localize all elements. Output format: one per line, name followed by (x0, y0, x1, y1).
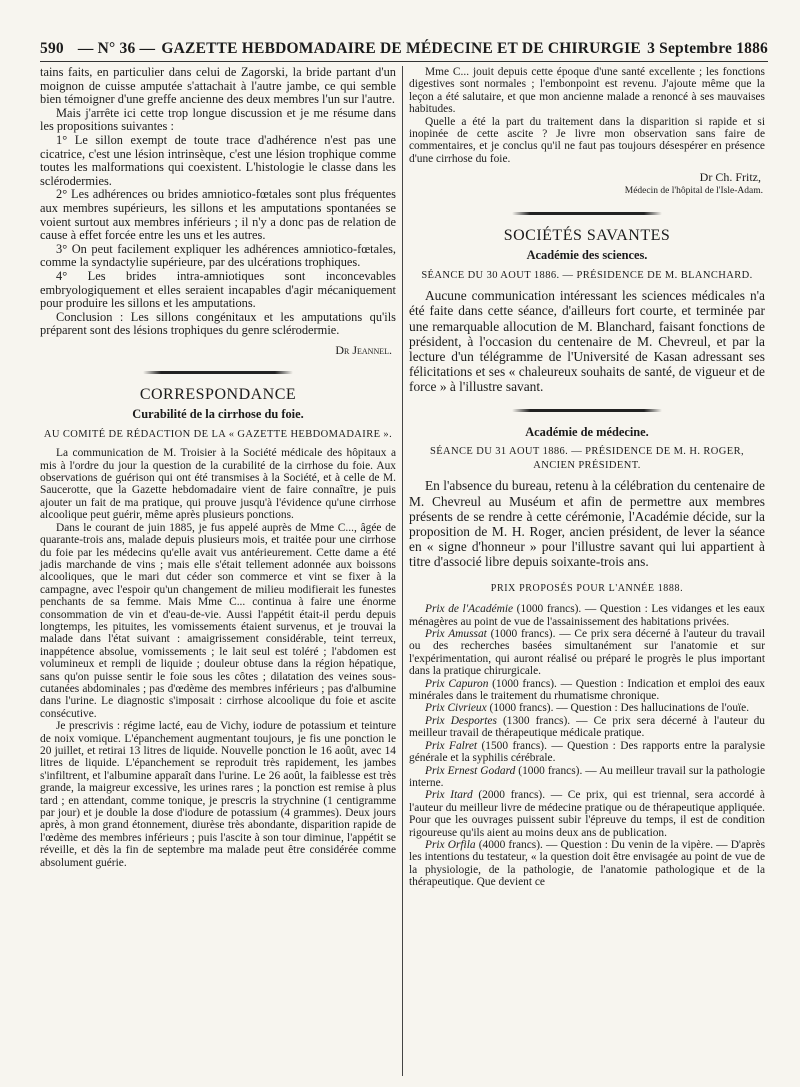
page-number: 590 (40, 40, 64, 57)
paragraph: Dans le courant de juin 1885, je fus appelé auprès de Mme C..., âgée de quarante-trois ans, malade depuis plusieurs mois, et traitée pour une cirrhose du foie par les médecins qu'elle avait vus antérieurement. Cette dame a été jadis marchande de vins ; mais elle s'était tellement adonnée aux boissons alcooliques, que le mari dut céder son commerce et vint se fixer à la campagne, avec l'espoir qu'un changement de milieu modifierait les funestes penchants de sa femme. Mais Mme C... continua à faire une énorme consommation de vin et d'eau-de-vie. Aussi l'appétit était-il perdu depuis longtemps, les pituites, les vomissements étaient survenus, et je trouvai la malade dans l'état suivant : amaigrissement considérable, teint terreux, inappétence absolue, vomissements ; le lait seul est toléré ; l'abdomen est volumineux et rempli de liquide ; douleur obtuse dans la région hépatique, sans qu'on puisse sentir le foie sous les côtes ; dilatation des veines sous-cutanées abdominales ; pas d'œdème des membres inférieurs ; pas d'albumine dans l'urine. Le diagnostic s'imposait : cirrhose alcoolique du foie et ascite consécutive. (40, 521, 396, 720)
prix-text: (1000 francs). — Question : Les vidanges et les eaux ménagères au point de vue de l'assainissement des habitations privées. (409, 603, 765, 628)
seance-line: SÉANCE DU 31 AOUT 1886. — PRÉSIDENCE DE M. H. ROGER, ANCIEN PRÉSIDENT. (429, 446, 745, 471)
section-rule (409, 212, 765, 215)
prix-text: (2000 francs). — Ce prix, qui est triennal, sera accordé à l'auteur du meilleur livre de médecine pratique ou de thérapeutique appliquée. Pour que les ouvrages puissent subir l'épreuve du temps, il est de condition rigoureuse qu'ils aient au moins deux ans de publication. (409, 789, 765, 839)
prix-list (409, 603, 765, 888)
column-divider (402, 66, 403, 1076)
section-rule (409, 409, 765, 412)
prix-name: Prix Capuron (425, 677, 489, 690)
paragraph: 2° Les adhérences ou brides amniotico-fœtales sont plus fréquentes aux membres supérieurs, les sillons et les amputations spontanées se voient surtout aux membres inférieurs ; il n'y a donc pas de relation de cause à effet forcée entre les uns et les autres. (40, 187, 396, 243)
paragraph: 4° Les brides intra-amniotiques sont inconcevables embryologiquement et elles seraient incapables d'agir mécaniquement pour produire les sillons et les amputations. (40, 268, 396, 311)
prix-name: Prix Ernest Godard (425, 764, 516, 777)
paragraph: La communication de M. Troisier à la Société médicale des hôpitaux a mis à l'ordre du jour la question de la curabilité de la cirrhose du foie. Aux observations de guérison qui ont été transmises à la Société, et à celle de M. Saucerotte, que la Gazette hebdomadaire vient de faire connaître, je puis ajouter un fait de ma pratique, qui prouve jusqu'à l'évidence qu'une cirrhose alcoolique peut guérir, même après plusieurs ponctions. (40, 447, 396, 522)
issue-number: — N° 36 — (77, 40, 156, 57)
prix-name: Prix de l'Académie (425, 603, 514, 616)
prix-text: (4000 francs). — Question : Du venin de la vipère. — D'après les intentions du testateur, « la question doit être envisagée au point de vue de la physiologie, de la pathologie, de l'anatomie pathologique et de la thérapeutique. Que devient ce (409, 838, 766, 889)
prix-text: (1300 francs). — Ce prix sera décerné à l'auteur du meilleur travail de thérapeutique médicale pratique. (409, 714, 765, 740)
section-rule (40, 371, 396, 374)
letter-title: Curabilité de la cirrhose du foie. (132, 407, 304, 422)
section-title: CORRESPONDANCE (139, 386, 297, 404)
paragraph: 1° Le sillon exempt de toute trace d'adhérence n'est pas une cicatrice, c'est une lésion intrinsèque, c'est une lésion trophique comme toutes les malformations qui coexistent. L'histologie le classe dans les sclérodermies. (40, 132, 396, 188)
prix-entry (409, 740, 765, 765)
subsection-title: Académie de médecine. (525, 424, 649, 439)
paragraph: Conclusion : Les sillons congénitaux et les amputations qu'ils préparent sont des lésions trophiques du genre sclérodermie. (40, 309, 396, 338)
right-column (409, 66, 765, 889)
paragraph: Quelle a été la part du traitement dans la disparition si rapide et si inopinée de cette ascite ? Je livre mon observation sans faire de commentaires, et je conclus qu'il ne faut pas toujours désespérer en présence d'une cirrhose du foie. (409, 115, 765, 165)
journal-title: GAZETTE HEBDOMADAIRE DE MÉDECINE ET DE CHIRURGIE (161, 40, 641, 57)
seance-line: SÉANCE DU 30 AOUT 1886. — PRÉSIDENCE DE M. BLANCHARD. (421, 269, 753, 281)
prix-name: Prix Civrieux (425, 702, 487, 715)
author-signature: Dr Ch. Fritz, (699, 170, 761, 185)
prix-entry (409, 789, 765, 839)
prix-name: Prix Orfila (425, 838, 476, 851)
prix-name: Prix Itard (425, 789, 473, 802)
prix-text: (1000 francs). — Question : Des hallucinations de l'ouïe. (486, 702, 750, 715)
subsection-title: Académie des sciences. (526, 248, 648, 263)
prix-entry (409, 678, 765, 703)
letter-address: AU COMITÉ DE RÉDACTION DE LA « GAZETTE HEBDOMADAIRE ». (43, 428, 393, 440)
section-title: SOCIÉTÉS SAVANTES (503, 227, 671, 245)
prix-entry (409, 628, 765, 678)
author-signature: Dr Jeannel. (335, 342, 392, 357)
prix-entry (409, 715, 765, 740)
prix-name: Prix Amussat (425, 628, 487, 641)
prix-list-title: PRIX PROPOSÉS POUR L'ANNÉE 1888. (490, 582, 684, 594)
prix-entry (409, 702, 765, 714)
prix-entry (409, 765, 765, 790)
prix-entry (409, 603, 765, 628)
paragraph: Aucune communication intéressant les sciences médicales n'a été faite dans cette séance, d'ailleurs fort courte, et terminée par une remarquable allocution de M. Blanchard, faisant fonctions de président, à l'occasion du centenaire de M. Chevreul, et par la lecture d'un télégramme de l'Université de Kasan adressant ses félicitations et ses « chaleureux souhaits de santé, de vigueur et de force » à l'illustre savant. (409, 288, 765, 395)
prix-name: Prix Falret (425, 739, 478, 752)
prix-text: (1000 francs). — Au meilleur travail sur la pathologie interne. (409, 764, 766, 789)
prix-text: (1000 francs). — Question : Indication et emploi des eaux minérales dans le traitement du rhumatisme chronique. (409, 677, 765, 703)
left-column (40, 66, 396, 869)
paragraph: tains faits, en particulier dans celui de Zagorski, la bride partant d'un moignon de cuisse amputée s'attachait à l'autre jambe, ce qui semble bien témoigner d'une greffe ancienne des deux membres l'un sur l'autre. (40, 65, 396, 107)
prix-entry (409, 839, 765, 889)
paragraph: En l'absence du bureau, retenu à la célébration du centenaire de M. Chevreul au Muséum et afin de permettre aux membres présents de se rendre à cette cérémonie, l'Académie décide, sur la proposition de M. H. Roger, ancien président, de lever la séance en « signe d'honneur » pour l'illustre savant qui lui appartient à titre d'associé libre depuis soixante-trois ans. (409, 478, 765, 570)
paragraph: Mais j'arrête ici cette trop longue discussion et je me résume dans les propositions suivantes : (40, 105, 396, 134)
issue-date: 3 Septembre 1886 (647, 40, 768, 57)
paragraph: 3° On peut facilement expliquer les adhérences amniotico-fœtales, comme la syndactylie supérieure, par des ulcérations trophiques. (40, 241, 396, 270)
author-affiliation: Médecin de l'hôpital de l'Isle-Adam. (624, 185, 763, 196)
paragraph: Mme C... jouit depuis cette époque d'une santé excellente ; les fonctions digestives sont normales ; l'embonpoint est revenu. J'ajoute même que la leçon a été salutaire, et que mon ancienne malade a renoncé à ses mauvaises habitudes. (409, 66, 765, 116)
prix-name: Prix Desportes (425, 714, 497, 727)
prix-text: (1500 francs). — Question : Des rapports entre la paralysie générale et la syphilis cérébrale. (409, 739, 766, 765)
paragraph: Je prescrivis : régime lacté, eau de Vichy, iodure de potassium et teinture de noix vomique. L'épanchement augmentant toujours, je fis une ponction le 20 juillet, et retirai 13 litres de liquide. Nouvelle ponction le 16 août, avec 14 litres de liquide. L'épanchement se reproduit très rapidement, les jambes s'infiltrent, et l'albumine apparaît dans l'urine. Le 26 août, la faiblesse est très grande, la maigreur excessive, les urines rares ; la ponction est remise à plus tard ; en attendant, comme tonique, je prescris la strychnine (1 centigramme par jour) et je double la dose d'iodure de potassium (4 grammes). Deux jours après, à mon grand étonnement, diurèse très abondante, disparition rapide de l'œdème des membres inférieurs ; puis l'ascite à son tour diminue, l'appétit se réveille, et dès la fin de septembre ma malade peut être considérée comme absolument guérie. (40, 720, 396, 869)
page-header (40, 36, 768, 62)
prix-text: (1000 francs). — Ce prix sera décerné à l'auteur du travail ou des recherches basées simultanément sur l'anatomie et sur l'expérimentation, qui auront réalisé ou préparé le progrès le plus important dans la pratique chirurgicale. (409, 628, 765, 678)
